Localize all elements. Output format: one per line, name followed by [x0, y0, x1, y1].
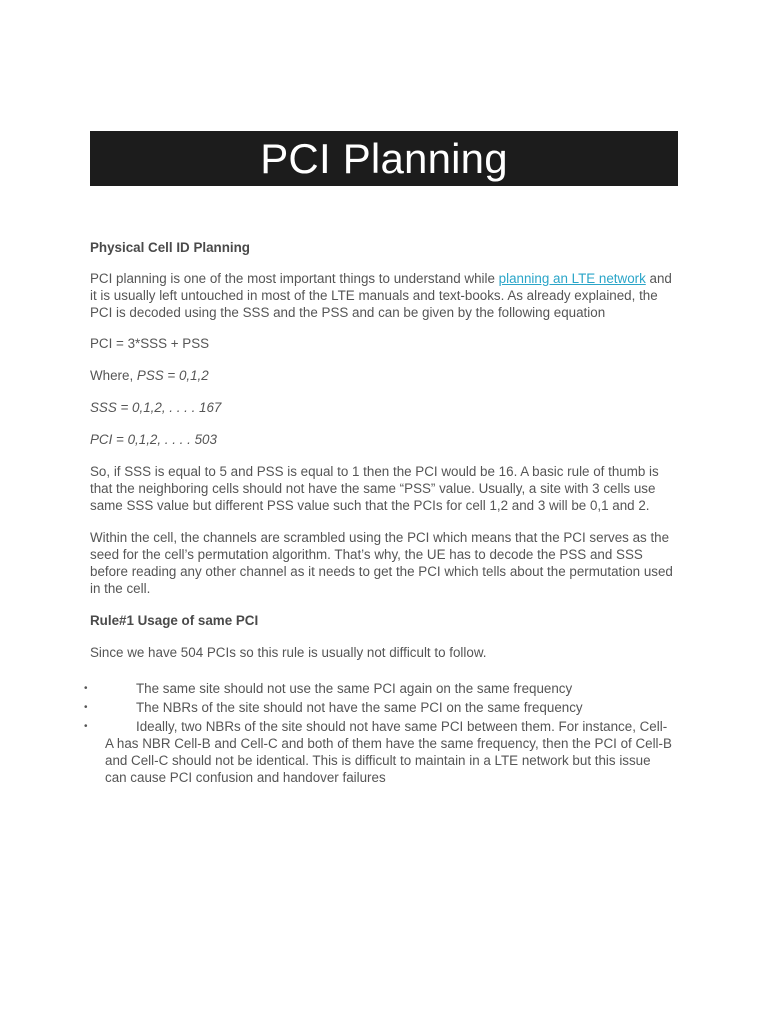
where-line	[90, 367, 678, 384]
bullet-text: The NBRs of the site should not have the same PCI on the same frequency	[136, 700, 583, 715]
intro-paragraph	[90, 270, 678, 321]
bullet-icon: •	[84, 683, 88, 694]
pss-range: PSS = 0,1,2	[136, 368, 209, 383]
bullet-icon: •	[84, 721, 88, 732]
section-heading-rule-1: Rule#1 Usage of same PCI	[90, 613, 259, 628]
list-item	[84, 718, 678, 786]
bullet-text-long	[105, 718, 678, 786]
list-item	[84, 680, 678, 697]
bullet-text: The same site should not use the same PCI again on the same frequency	[136, 681, 573, 696]
pci-equation: PCI = 3*SSS + PSS	[90, 336, 210, 351]
intro-text-before-link: PCI planning is one of the most important things to understand while	[90, 271, 499, 286]
scrambling-paragraph: Within the cell, the channels are scrambled using the PCI which means that the PCI serves as the seed for the cell’s permutation algorithm. That’s why, the UE has to decode the PSS and SSS before reading any other channel as it needs to get the PCI which tells about the permutation used in the cell.	[90, 530, 673, 596]
bullet-icon: •	[84, 702, 88, 713]
article-body	[84, 239, 678, 786]
list-item	[84, 699, 678, 716]
page-title: PCI Planning	[260, 134, 508, 182]
rule-bullet-list	[84, 680, 678, 786]
title-banner	[90, 131, 678, 186]
sss-range: SSS = 0,1,2, . . . . 167	[90, 400, 222, 415]
pci-range: PCI = 0,1,2, . . . . 503	[90, 432, 217, 447]
document-page	[84, 131, 678, 786]
example-paragraph: So, if SSS is equal to 5 and PSS is equal to 1 then the PCI would be 16. A basic rule of thumb is that the neighboring cells should not have the same “PSS” value. Usually, a site with 3 cells use same SSS value but different PSS value such that the PCIs for cell 1,2 and 3 will be 0,1 and 2.	[90, 464, 659, 513]
rule-intro-paragraph: Since we have 504 PCIs so this rule is usually not difficult to follow.	[90, 645, 487, 660]
where-label: Where,	[90, 368, 137, 383]
section-heading-physical-cell-id: Physical Cell ID Planning	[90, 240, 250, 255]
intro-text-after-link: and it is usually left untouched in most of the LTE manuals and text-books. As already explained, the PCI is decoded using the SSS and the PSS and can be given by the following equation	[90, 271, 672, 320]
bullet-text: Ideally, two NBRs of the site should not have same PCI between them. For instance, Cell-A has NBR Cell-B and Cell-C and both of them have the same frequency, then the PCI of Cell-B and Cell-C should not be identical. This is difficult to maintain in a LTE network but this issue can cause PCI confusion and handover failures	[105, 719, 672, 785]
planning-lte-network-link[interactable]: planning an LTE network	[498, 271, 646, 286]
